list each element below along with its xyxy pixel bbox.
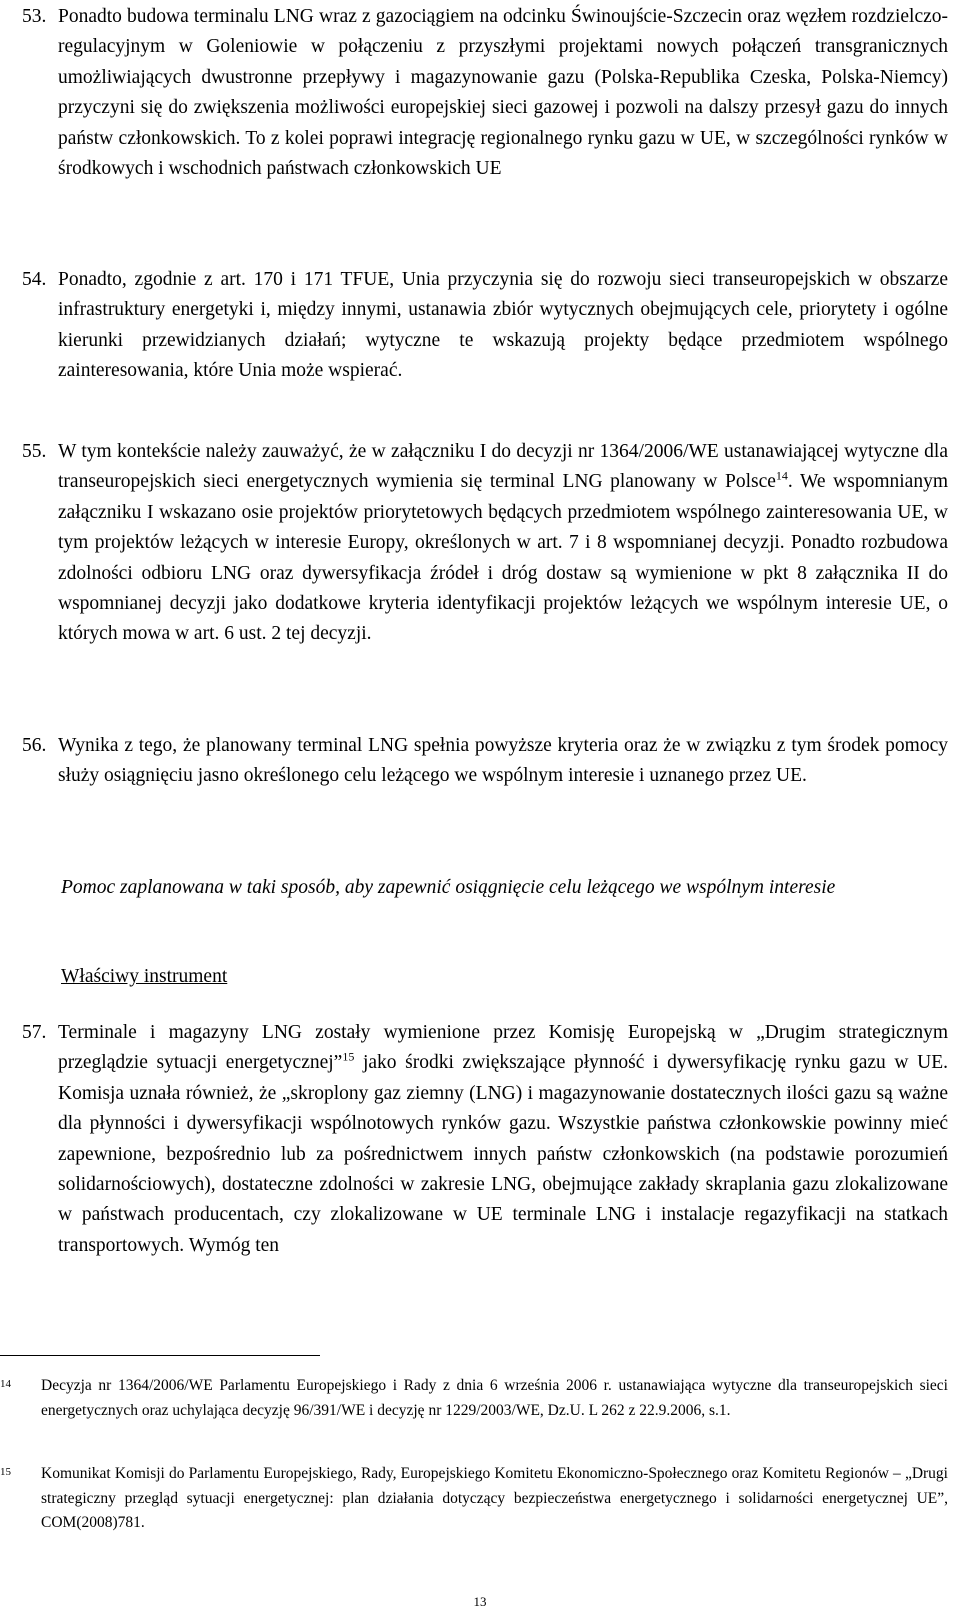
section-heading-italic: Pomoc zaplanowana w taki sposób, aby zapewnić osiągnięcie celu leżącego we wspólnym interesie bbox=[61, 877, 836, 898]
paragraph-number: 54. bbox=[22, 269, 47, 290]
paragraph-54 bbox=[22, 265, 948, 387]
footnote-number: 15 bbox=[0, 1466, 11, 1478]
paragraph-text-part: Terminale i magazyny LNG zostały wymienione przez Komisję Europejską w „Drugim strategicznym przeglądzie sytuacji energetycznej” bbox=[58, 1022, 948, 1074]
footnote-ref-15[interactable]: 15 bbox=[342, 1049, 355, 1064]
paragraph-number: 56. bbox=[22, 735, 47, 756]
paragraph-number: 57. bbox=[22, 1022, 47, 1043]
paragraph-57 bbox=[22, 1018, 948, 1261]
paragraph-text: Ponadto budowa terminalu LNG wraz z gazociągiem na odcinku Świnoujście-Szczecin oraz węzłem rozdzielczo-regulacyjnym w Goleniowie w połączeniu z przyszłymi projektami nowych połączeń transgranicznych umożliwiających dwustronne przepływy i magazynowanie gazu (Polska-Republika Czeska, Polska-Niemcy) przyczyni się do zwiększenia możliwości europejskiej sieci gazowej i pozwoli na dalszy przesył gazu do innych państw członkowskich. To z kolei poprawi integrację regionalnego rynku gazu w UE, w szczególności rynków w środkowych i wschodnich państwach członkowskich UE bbox=[58, 6, 948, 180]
section-heading-underlined: Właściwy instrument bbox=[61, 966, 228, 987]
paragraph-55 bbox=[22, 437, 948, 650]
paragraph-text-part: W tym kontekście należy zauważyć, że w załączniku I do decyzji nr 1364/2006/WE ustanawiającej wytyczne dla transeuropejskich sieci energetycznych wymienia się terminal LNG planowany w Polsce bbox=[58, 441, 948, 493]
paragraph-56 bbox=[22, 731, 948, 792]
paragraph-number: 53. bbox=[22, 6, 47, 27]
paragraph-text-part: . We wspomnianym załączniku I wskazano osie projektów priorytetowych będących przedmiotem wspólnego zainteresowania UE, w tym projektów leżących w interesie Europy, określonych w art. 7 i 8 wspomnianej decyzji. Ponadto rozbudowa zdolności odbioru LNG oraz dywersyfikacja źródeł i dróg dostaw są wymienione w pkt 8 załącznika II do wspomnianej decyzji jako dodatkowe kryteria identyfikacji projektów leżących we wspólnym interesie UE, o których mowa w art. 6 ust. 2 tej decyzji. bbox=[58, 471, 948, 645]
paragraph-text: Wynika z tego, że planowany terminal LNG spełnia powyższe kryteria oraz że w związku z tym środek pomocy służy osiągnięciu jasno określonego celu leżącego we wspólnym interesie i uznanego przez UE. bbox=[58, 735, 948, 787]
paragraph-number: 55. bbox=[22, 441, 47, 462]
footnote-text: Komunikat Komisji do Parlamentu Europejskiego, Rady, Europejskiego Komitetu Ekonomiczno-Społecznego oraz Komitetu Regionów – „Drugi strategiczny przegląd sytuacji energetycznej: plan działania dotyczący bezpieczeństwa energetycznego i solidarności energetycznej UE”, COM(2008)781. bbox=[41, 1465, 948, 1531]
page-number: 13 bbox=[473, 1594, 487, 1609]
footnote-ref-14[interactable]: 14 bbox=[775, 468, 788, 483]
paragraph-53 bbox=[22, 2, 948, 184]
footnote-15 bbox=[0, 1462, 948, 1536]
paragraph-text: Ponadto, zgodnie z art. 170 i 171 TFUE, Unia przyczynia się do rozwoju sieci transeuropejskich w obszarze infrastruktury energetyki i, między innymi, ustanawia zbiór wytycznych obejmujących cele, priorytety i ogólne kierunki przewidzianych działań; wytyczne te wskazują projekty będące przedmiotem wspólnego zainteresowania, które Unia może wspierać. bbox=[58, 269, 948, 382]
paragraph-text-part: jako środki zwiększające płynność i dywersyfikację rynku gazu w UE. Komisja uznała również, że „skroplony gaz ziemny (LNG) i magazynowanie dostatecznych ilości gazu są ważne dla płynności i dywersyfikacji wspólnotowych rynków gazu. Wszystkie państwa członkowskie powinny mieć zapewnione, bezpośrednio lub za pośrednictwem innych państw członkowskich (na podstawie porozumień solidarnościowych), dostateczne zdolności w zakresie LNG, obejmujące zakłady skraplania gazu zlokalizowane w państwach producentach, czy zlokalizowane w UE terminale LNG i instalacje regazyfikacji na statkach transportowych. Wymóg ten bbox=[58, 1052, 948, 1256]
footnote-number: 14 bbox=[0, 1378, 11, 1390]
paragraph-text bbox=[58, 437, 948, 650]
footnote-text: Decyzja nr 1364/2006/WE Parlamentu Europejskiego i Rady z dnia 6 września 2006 r. ustanawiająca wytyczne dla transeuropejskich sieci energetycznych oraz uchylająca decyzję 96/391/WE i decyzję nr 1229/2003/WE, Dz.U. L 262 z 22.9.2006, s.1. bbox=[41, 1377, 948, 1419]
paragraph-text bbox=[58, 1018, 948, 1261]
footnote-14 bbox=[0, 1374, 948, 1423]
footnote-separator bbox=[0, 1355, 320, 1356]
